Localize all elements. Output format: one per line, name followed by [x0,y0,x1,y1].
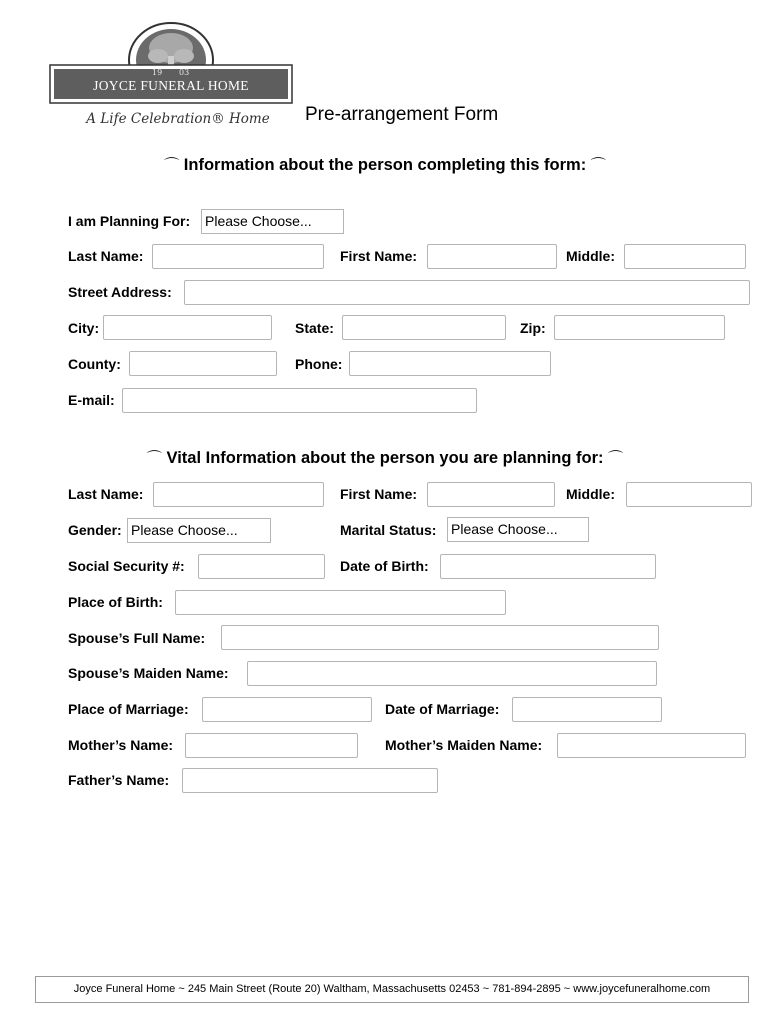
section1-heading [0,155,770,175]
state-input[interactable] [342,315,506,340]
form-title: Pre-arrangement Form [305,104,499,125]
footer-address: Joyce Funeral Home ~ 245 Main Street (Route 20) Waltham, Massachusetts 02453 ~ 781-894-2895 ~ www.joycefuneralhome.com [35,976,749,1003]
section2-heading-text: Vital Information about the person you are planning for: [166,449,604,467]
place-of-birth-input[interactable] [175,590,506,615]
ssn-label: Social Security #: [68,558,185,574]
zip-label: Zip: [520,320,546,336]
state-label: State: [295,320,334,336]
place-of-marriage-label: Place of Marriage: [68,701,189,717]
county-label: County: [68,356,121,372]
vital-last-name-label: Last Name: [68,486,144,502]
date-of-birth-input[interactable] [440,554,656,579]
marital-status-select[interactable]: Please Choose... [447,517,589,542]
date-of-birth-label: Date of Birth: [340,558,429,574]
emblem-year-right: 03 [179,68,190,77]
vital-last-name-input[interactable] [153,482,324,507]
middle-label: Middle: [566,248,615,264]
logo [48,18,294,138]
section2-heading [0,448,770,468]
spouse-maiden-name-label: Spouse’s Maiden Name: [68,665,229,681]
flourish-left-icon: ⌒ [146,449,162,467]
last-name-input[interactable] [152,244,324,269]
city-label: City: [68,320,100,336]
date-of-marriage-label: Date of Marriage: [385,701,500,717]
email-label: E-mail: [68,392,115,408]
place-of-marriage-input[interactable] [202,697,372,722]
father-name-label: Father’s Name: [68,772,170,788]
mother-maiden-name-label: Mother’s Maiden Name: [385,737,543,753]
street-address-input[interactable] [184,280,750,305]
first-name-input[interactable] [427,244,557,269]
mother-name-label: Mother’s Name: [68,737,174,753]
spouse-full-name-input[interactable] [221,625,659,650]
vital-first-name-label: First Name: [340,486,418,502]
flourish-right-icon: ⌒ [608,449,624,467]
mother-name-input[interactable] [185,733,358,758]
vital-first-name-input[interactable] [427,482,555,507]
spouse-maiden-name-input[interactable] [247,661,657,686]
email-input[interactable] [122,388,477,413]
gender-select[interactable]: Please Choose... [127,518,271,543]
flourish-left-icon: ⌒ [164,156,180,174]
flourish-right-icon: ⌒ [590,156,606,174]
ssn-input[interactable] [198,554,325,579]
street-address-label: Street Address: [68,284,172,300]
planning-for-label: I am Planning For: [68,213,191,229]
city-input[interactable] [103,315,272,340]
middle-input[interactable] [624,244,746,269]
vital-middle-label: Middle: [566,486,615,502]
phone-label: Phone: [295,356,343,372]
gender-label: Gender: [68,522,122,538]
brand-tagline: A Life Celebration® Home [86,111,270,127]
vital-middle-input[interactable] [626,482,752,507]
last-name-label: Last Name: [68,248,144,264]
county-input[interactable] [129,351,277,376]
section1-heading-text: Information about the person completing this form: [183,156,587,174]
zip-input[interactable] [554,315,725,340]
phone-input[interactable] [349,351,551,376]
marital-status-label: Marital Status: [340,522,437,538]
first-name-label: First Name: [340,248,418,264]
place-of-birth-label: Place of Birth: [68,594,163,610]
planning-for-select[interactable]: Please Choose... [201,209,344,234]
emblem-year-left: 19 [152,68,163,77]
brand-name: JOYCE FUNERAL HOME [93,78,249,93]
spouse-full-name-label: Spouse’s Full Name: [68,630,206,646]
father-name-input[interactable] [182,768,438,793]
mother-maiden-name-input[interactable] [557,733,746,758]
date-of-marriage-input[interactable] [512,697,662,722]
